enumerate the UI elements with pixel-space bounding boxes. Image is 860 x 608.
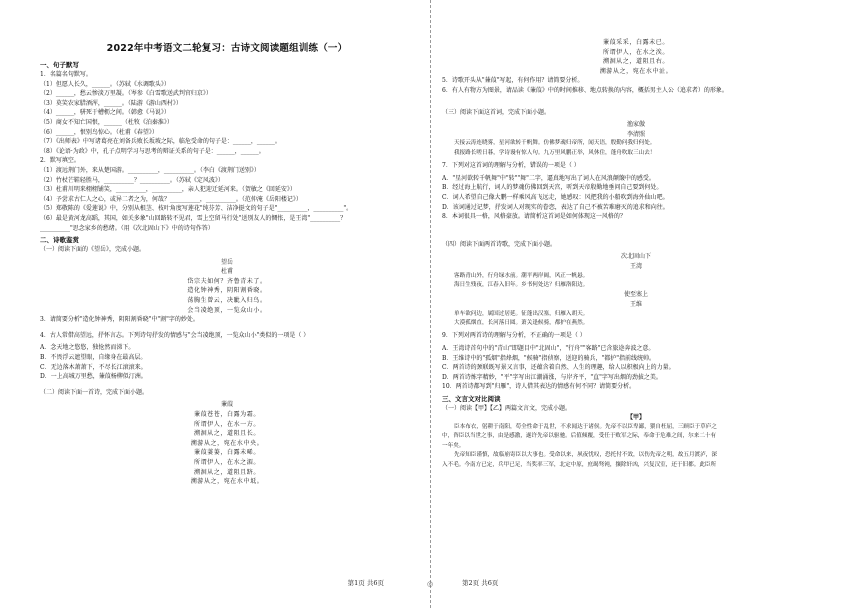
question-4: 4．古人常借高望远，抒怀言志。下列诗句抒发的情感与"会当凌绝顶，一览众山小"类似的一项是（ ） — [40, 331, 310, 339]
poem-line: 溯洄从之，道阻且跻。 — [193, 468, 260, 476]
option-d: D．两首诗炼字精妙，"平"字写出江潮涌涨，与岸齐平，"直"字写出烟的劲拔之美。 — [442, 373, 662, 381]
section-heading-3: 三、文言文对比阅读 — [442, 394, 501, 403]
question-1-item: （5）商女不知亡国恨，______（杜牧《泊秦淮》） — [40, 118, 173, 126]
part-4-head: （四）阅读下面两首诗歌，完成下面小题。 — [442, 240, 557, 248]
poem-title: 望岳 — [220, 258, 233, 266]
question-2-item: （6）最是黄河龙高蹈，其国，如关多象"山回路转不见君，雪上空留马行处"送别友人的惆怅，是王湾"__________？ — [40, 214, 347, 222]
option-c: C．词人希望自己像大鹏一样乘风高飞远走，她感叹：风把我的小船吹到海外仙山吧。 — [442, 193, 669, 201]
poem-author: 杜甫 — [220, 268, 233, 276]
question-1-head: 1．名篇名句默写。 — [40, 71, 92, 78]
poem-line: 客路青山外，行舟绿水前。潮平两岸阔，风正一帆悬。 — [454, 272, 589, 279]
poem-title: 蒹葭 — [220, 401, 233, 409]
question-2-item: （4）予尝求古仁人之心，或异二者之为，何哉？__________，__________。（范仲淹《岳阳楼记》） — [40, 195, 302, 203]
question-8: 8．本词很具一格，风格豪放。请简析这首词是如何体现这一风格的？ — [442, 213, 626, 221]
option-b: B．王维诗中的"孤烟"指烽烟，"候骑"指侦察，送迎的骑兵，"都护"指前线统帅。 — [442, 354, 655, 362]
poem-line: 所谓伊人，在水之涘。 — [602, 48, 669, 56]
poem-line: 溯游从之，宛在水中央。 — [190, 439, 264, 447]
question-1-item: （6）______，恨别鸟惊心。（杜甫《春望》） — [40, 128, 158, 136]
poem-line: 单车欲问边，属国过居延。征蓬出汉塞，归雁入胡天。 — [454, 310, 589, 317]
poem-line: 荡胸生曾云，决眦入归鸟。 — [187, 297, 267, 305]
option-d: D．该词通过记梦，抒发词人对现实的眷恋，表达了自己不被苦难磨灭的追求和向往。 — [442, 203, 669, 211]
poem-author: 李清照 — [626, 130, 645, 138]
question-2-item: （5）郑敬陈的《爱莲说》中，分别从根茎、枝叶角度写莲花"纯芬芳、洁净挺文的句子是"__________，__________"。 — [40, 205, 353, 213]
page-footer-left: 第1页 共6页 — [347, 579, 384, 587]
poem-line: 天接云涛连晓雾，星河欲转千帆舞。仿佛梦魂归帝所，闻天语，殷勤问我归何处。 — [454, 140, 656, 147]
page-footer-right: 第2页 共6页 — [462, 579, 499, 587]
question-1-item: （4）______，骈死于槽枥之间。（韩愈《马说》） — [40, 109, 170, 117]
poem-title: 次北固山下 — [620, 253, 651, 261]
part-1-head: （一）阅读下面的《望岳》，完成小题。 — [40, 246, 146, 254]
option-a: A．念天地之悠悠，独怆然而涕下。 — [40, 344, 135, 352]
question-1-item: （7）《出师表》中写诸葛亮在刘备兵败长坂坡之际，临危受命的句子是：______，______。 — [40, 138, 281, 146]
page-divider — [430, 0, 431, 608]
option-c: C．无边落木萧萧下，不尽长江滚滚来。 — [40, 363, 147, 371]
page-2-content — [442, 38, 830, 470]
option-b: B．经过海上航行，词人的梦魂仿佛回到天宫，听到天帝殷勤地垂问自己要到何处。 — [442, 184, 663, 192]
question-1-list — [40, 80, 414, 157]
option-c: C．两首诗的颈联既写景又言事，还蕴含着自然、人生的理趣，给人以积极向上的力量。 — [442, 364, 675, 372]
question-2-item: __________"思念家乡的愁绪。（用《次北固山下》中的诗句作答） — [40, 224, 214, 232]
part-5-head: （一）阅读【甲】【乙】两篇文言文，完成小题。 — [442, 404, 572, 412]
passage-line: 中，咨臣以当世之事，由是感激，遂许先帝以驱驰。后值倾覆，受任于败军之际，奉命于危难之间，尔来二十有 — [442, 433, 717, 440]
page-2 — [436, 0, 860, 608]
part-2-head: （二）阅读下面一首诗，完成下面小题。 — [40, 388, 149, 396]
option-d: D．一上高城万里愁，蒹葭杨柳似汀洲。 — [40, 373, 147, 381]
poem-line: 蒹葭苍苍，白露为霜。 — [193, 411, 260, 418]
poem-line: 会当凌绝顶，一览众山小。 — [187, 306, 267, 314]
poem-line: 海日生残夜，江春入旧年。乡书何处达？归雁洛阳边。 — [454, 281, 589, 288]
question-1-item: （8）《论语·为政》中，孔子点明学习与思考的辩证关系的句子是：______，______。 — [40, 147, 265, 155]
passage-line: 一年矣。 — [442, 442, 465, 449]
passage-label: 【甲】 — [626, 414, 645, 422]
poem-title: 使至塞上 — [623, 291, 648, 299]
question-5: 5．诗歌开头从"蒹葭"写起，有何作用？请简要分析。 — [442, 77, 584, 85]
page-1 — [0, 0, 424, 608]
question-1-item: （3）莫笑农家腊酒浑，______。（陆游《游山西村》） — [40, 99, 182, 107]
gutter-mark: ◎ — [426, 580, 434, 588]
poem-line: 所谓伊人，在水一方。 — [193, 420, 260, 428]
section-heading-2: 二、诗歌鉴赏 — [40, 236, 79, 245]
passage-line: 先帝知臣谨慎，故临崩寄臣以大事也。受命以来，夙夜忧叹，恐托付不效，以伤先帝之明，故五月渡泸，深 — [454, 452, 717, 459]
question-2-item: （2）竹杖芒鞋轻胜马，__________？__________。（苏轼《定风波》） — [40, 176, 224, 184]
option-a: A．王湾诗首句中的"青山"即题目中"北固山"，"行舟""客路"已含旅途奔波之意。 — [442, 344, 655, 352]
page-1-content — [40, 40, 414, 487]
option-b: B．不畏浮云遮望眼，自缘身在最高层。 — [40, 354, 147, 362]
poem-author: 王维 — [629, 300, 642, 308]
poem-line: 我报路长嗟日暮，学诗谩有惊人句。九万里风鹏正举，风休住，蓬舟吹取三山去！ — [454, 149, 656, 156]
poem-title: 渔家傲 — [626, 121, 645, 129]
question-2-head: 2．默写填空。 — [40, 157, 80, 165]
part-3-head: （三）阅读下面这首词，完成下面小题。 — [442, 108, 551, 116]
passage-line: 臣本布衣，躬耕于南阳，苟全性命于乱世，不求闻达于诸侯。先帝不以臣卑鄙，猥自枉屈，三顾臣于草庐之 — [454, 424, 717, 431]
question-2-item: （3）杜甫川明来栩栩铺笑，__________，__________，亲人犯迎迁延河来。（贺敏之《回延安》） — [40, 186, 296, 194]
option-a: A．"星河欲转千帆舞"中"转""舞"二字，逼真地写出了词人在风浪颠簸中的感受。 — [442, 174, 655, 182]
question-1-item: （1）但愿人长久，______。（苏轼《水调歌头》） — [40, 80, 170, 88]
poem-line: 溯游从之，宛在水中坻。 — [190, 478, 264, 486]
poem-line: 造化钟神秀，阴阳割昏晓。 — [187, 287, 267, 295]
question-1-item: （2）______，愁云惨淡万里凝。（岑参《白雪歌送武判官归京》） — [40, 90, 212, 98]
poem-line: 所谓伊人，在水之湄。 — [193, 458, 260, 466]
poem-line: 蒹葭采采，白露未已。 — [602, 39, 669, 46]
poem-line: 溯游从之，宛在水中沚。 — [599, 67, 673, 75]
question-3: 3．请简要分析"造化钟神秀，阴阳割昏晓"中"割"字的妙处。 — [40, 316, 199, 324]
question-2-list — [40, 166, 414, 233]
poem-line: 溯洄从之，道阻且长。 — [193, 430, 260, 438]
passage-line: 入不毛。今南方已定，兵甲已足，当奖率三军，北定中原，庶竭驽钝，攘除奸凶，兴复汉室，还于旧都。此臣所 — [442, 461, 717, 468]
question-2-item: （1）渡远荆门外，来从楚国游。__________，__________。（李白《渡荆门送别》） — [40, 166, 260, 174]
poem-line: 蒹葭萋萋，白露未晞。 — [193, 449, 260, 457]
doc-title: 2022年中考语文二轮复习：古诗文阅读题组训练（一） — [106, 43, 348, 54]
poem-line: 溯洄从之，道阻且右。 — [602, 58, 669, 66]
poem-line: 岱宗夫如何？齐鲁青未了。 — [187, 277, 267, 285]
question-10: 10．两首诗都写到"归雁"，诗人借其表达的情感有何不同？请简要分析。 — [442, 383, 636, 391]
question-9: 9．下列对两首诗的理解与分析，不正确的一项是（ ） — [442, 332, 586, 340]
poem-author: 王湾 — [629, 262, 642, 270]
question-6: 6．有人有物方为图景，请品读《蒹葭》中的时间推移、地点转换的内容，概括男主人公（追求者）的形象。 — [442, 86, 728, 94]
question-7: 7．下列对这首词的理解与分析，错误的一项是（ ） — [442, 162, 580, 170]
poem-line: 大漠孤烟直，长河落日圆。萧关逢候骑，都护在燕然。 — [454, 319, 589, 326]
section-heading-1: 一、句子默写 — [40, 61, 79, 69]
